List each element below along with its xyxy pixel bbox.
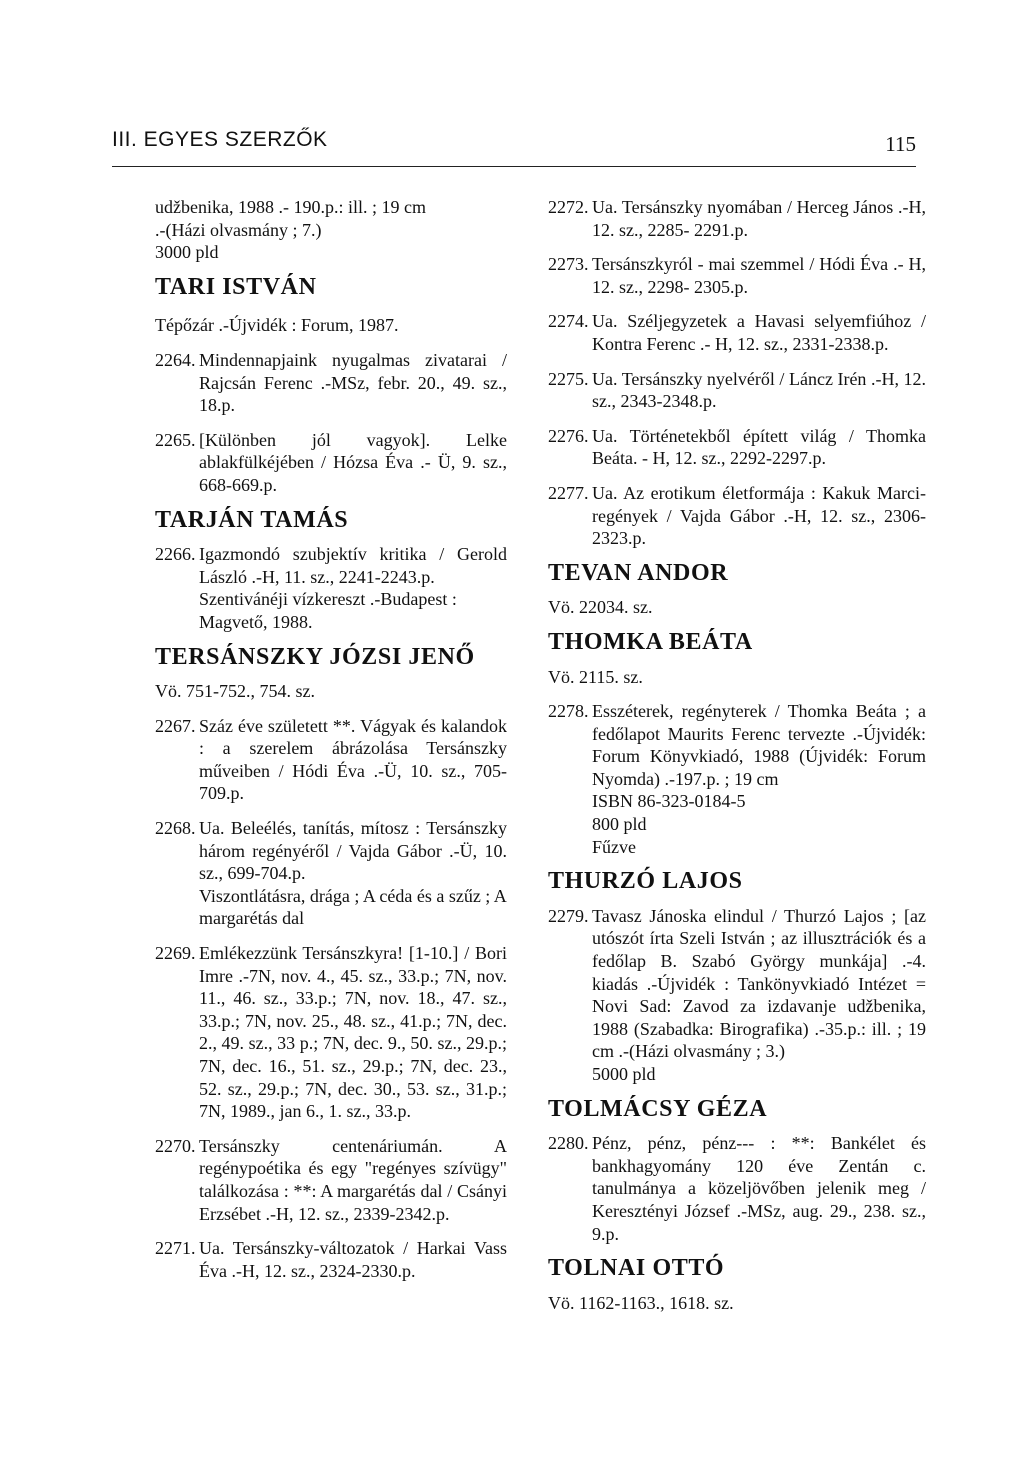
entry-text: Ua. Történetekből épített világ / Thomka Beáta. - H, 12. sz., 2292-2297.p. — [592, 425, 926, 469]
author-heading: THURZÓ LAJOS — [548, 868, 743, 895]
cross-reference: Vö. 1162-1163., 1618. sz. — [548, 1292, 734, 1313]
continued-line: udžbenika, 1988 .- 190.p.: ill. ; 19 cm — [155, 197, 426, 217]
entry-number: 2268. — [155, 818, 196, 839]
entry-number: 2275. — [548, 368, 589, 389]
entry — [548, 482, 926, 550]
section-title: III. EGYES SZERZŐK — [112, 128, 328, 151]
entry-text: Ua. Széljegyzetek a Havasi selyemfiúhoz / Kontra Ferenc .- H, 12. sz., 2331-2338.p. — [592, 311, 926, 354]
cross-reference: Vö. 751-752., 754. sz. — [155, 681, 315, 702]
cross-reference: Vö. 2115. sz. — [548, 666, 643, 687]
entry-number: 2280. — [548, 1133, 589, 1154]
entry-text: Mindennapjaink nyugalmas zivatarai / Rajcsán Ferenc .-MSz, febr. 20., 49. sz., 18.p. — [199, 349, 507, 416]
left-column — [155, 196, 507, 1282]
entry — [548, 905, 926, 1063]
entry-number: 2270. — [155, 1135, 196, 1156]
entry-number: 2277. — [548, 482, 589, 503]
entry-text: Ua. Az erotikum életformája : Kakuk Marci-regények / Vajda Gábor .-H, 12. sz., 2306-2323.p. — [592, 482, 926, 549]
entry — [155, 1237, 507, 1282]
entry-text: Tersánszkyról - mai szemmel / Hódi Éva .- H, 12. sz., 2298- 2305.p. — [592, 254, 926, 297]
entry-number: 2269. — [155, 943, 196, 964]
entry-text: Esszéterek, regényterek / Thomka Beáta ; a fedőlapot Maurits Ferenc tervezte .-Újvidék: Forum Könyvkiadó, 1988 (Újvidék: Forum Nyomda) .-197.p. ; 19 cm — [592, 701, 926, 789]
entry — [155, 715, 507, 805]
entry-text: Pénz, pénz, pénz--- : **: Bankélet és bankhagyomány 120 éve Zentán c. tanulmánya a közeljövőben jelenik meg / Keresztényi József .-MSz, aug. 29., 238. sz., 9.p. — [592, 1133, 926, 1244]
entry-number: 2271. — [155, 1238, 196, 1259]
entry-text: Tersánszky centenáriumán. A regénypoétika és egy "regényes szívügy" találkozása : **: A margarétás dal / Csányi Erzsébet .-H, 12. sz., 2339-2342.p. — [199, 1135, 507, 1224]
entry-number: 2265. — [155, 429, 196, 450]
work-line: Tépőzár .-Újvidék : Forum, 1987. — [155, 315, 399, 336]
entry — [548, 1132, 926, 1245]
entry — [155, 817, 507, 885]
right-column — [548, 196, 926, 1314]
entry-subline: Viszontlátásra, drága ; A céda és a szűz ; A margarétás dal — [199, 885, 506, 929]
entry-number: 2264. — [155, 349, 196, 370]
entry — [548, 310, 926, 355]
author-heading: THOMKA BEÁTA — [548, 628, 753, 655]
entry-number: 2273. — [548, 254, 589, 275]
entry — [155, 429, 507, 497]
author-heading: TOLNAI OTTÓ — [548, 1255, 725, 1282]
entry — [548, 700, 926, 790]
author-heading: TEVAN ANDOR — [548, 559, 729, 586]
entry-text: Emlékezzünk Tersánszkyra! [1-10.] / Bori Imre .-7N, nov. 4., 45. sz., 33.p.; 7N, nov. 11., 46. sz., 33.p.; 7N, nov. 18., 47. sz., 33.p.; 7N, nov. 25., 48. sz., 41.p.; 7N, dec. 2., 49. sz., 33 p.; 7N, dec. 9., 50. sz., 29.p.; 7N, dec. 16., 51. sz., 29.p.; 7N, dec. 23., 52. sz., 29.p.; 7N, dec. 30., 53. sz., 31.p.; 7N, 1989., jan 6., 1. sz., 33.p. — [199, 943, 507, 1122]
entry — [548, 253, 926, 298]
entry-subline: Fűzve — [592, 836, 636, 857]
entry-subline: ISBN 86-323-0184-5 — [592, 791, 746, 812]
entry — [155, 1135, 507, 1225]
entry-text: Igazmondó szubjektív kritika / Gerold László .-H, 11. sz., 2241-2243.p. — [199, 544, 507, 587]
entry — [155, 543, 507, 588]
entry-subline: 5000 pld — [592, 1064, 656, 1084]
entry-number: 2276. — [548, 425, 589, 446]
header-rule — [112, 166, 916, 167]
entry-text: Ua. Beleélés, tanítás, mítosz : Tersánszky három regényéről / Vajda Gábor .-Ü, 10. sz., 699-704.p. — [199, 818, 507, 884]
author-heading: TOLMÁCSY GÉZA — [548, 1095, 768, 1122]
entry-subline: 800 pld — [592, 814, 647, 835]
entry-number: 2272. — [548, 197, 589, 217]
continued-line: .-(Házi olvasmány ; 7.) — [155, 219, 322, 240]
cross-reference: Vö. 22034. sz. — [548, 597, 653, 618]
entry-number: 2266. — [155, 544, 196, 565]
entry-number: 2278. — [548, 701, 589, 722]
entry — [155, 349, 507, 417]
author-heading: TARI ISTVÁN — [155, 273, 317, 300]
entry — [155, 942, 507, 1123]
entry-number: 2267. — [155, 715, 196, 736]
entry-text: [Különben jól vagyok]. Lelke ablakfülkéjében / Hózsa Éva .- Ü, 9. sz., 668-669.p. — [199, 429, 507, 495]
entry-number: 2279. — [548, 905, 589, 926]
entry-text: Száz éve született **. Vágyak és kalandok : a szerelem ábrázolása Tersánszky műveiben / Hódi Éva .-Ü, 10. sz., 705-709.p. — [199, 715, 507, 804]
entry-number: 2274. — [548, 311, 589, 332]
entry — [548, 196, 926, 241]
author-heading: TERSÁNSZKY JÓZSI JENŐ — [155, 643, 475, 670]
entry-text: Tavasz Jánoska elindul / Thurzó Lajos ; [az utószót írta Szeli István ; az illusztrációk és a fedőlap B. Szabó György munkája] .-4. kiadás .-Újvidék : Tankönyvkiadó Intézet = Novi Sad: Zavod za izdavanje udžbenika, 1988 (Szabadka: Birografika) .-35.p.: ill. ; 19 cm .-(Házi olvasmány ; 3.) — [592, 905, 926, 1062]
entry-subline: Szentivánéji vízkereszt .-Budapest : Magvető, 1988. — [199, 589, 457, 632]
entry-text: Ua. Tersánszky nyomában / Herceg János .-H, 12. sz., 2285- 2291.p. — [592, 197, 926, 240]
entry — [548, 368, 926, 413]
author-heading: TARJÁN TAMÁS — [155, 506, 349, 533]
entry-text: Ua. Tersánszky-változatok / Harkai Vass Éva .-H, 12. sz., 2324-2330.p. — [199, 1238, 507, 1281]
entry-text: Ua. Tersánszky nyelvéről / Láncz Irén .-H, 12. sz., 2343-2348.p. — [592, 368, 926, 412]
page-number: 115 — [885, 132, 916, 156]
continued-line: 3000 pld — [155, 242, 219, 263]
entry — [548, 425, 926, 470]
